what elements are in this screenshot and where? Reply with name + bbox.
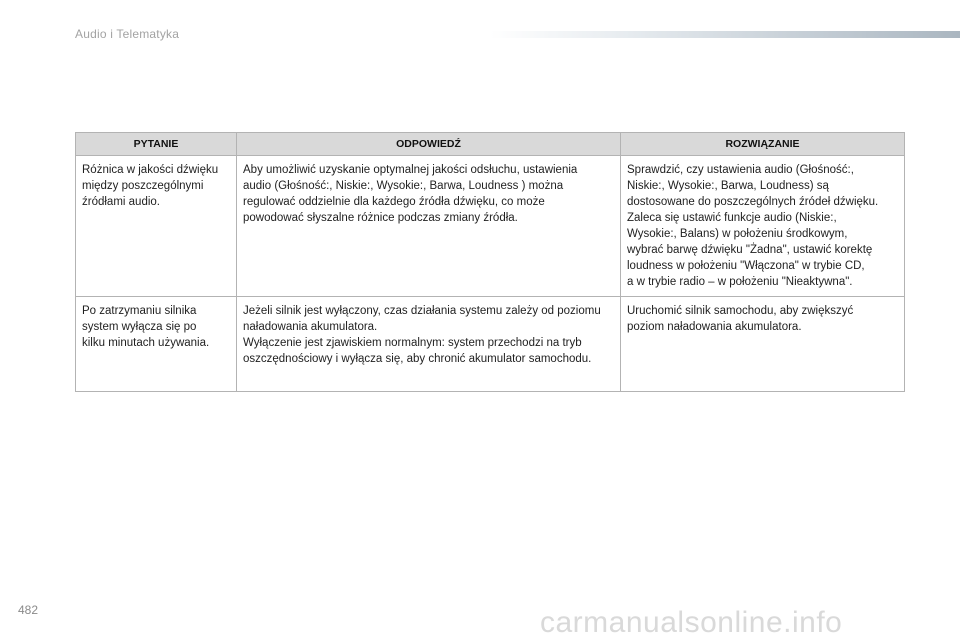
column-header-solution: ROZWIĄZANIE: [621, 133, 905, 156]
column-header-answer: ODPOWIEDŹ: [237, 133, 621, 156]
cell-solution: Uruchomić silnik samochodu, aby zwiększyć poziom naładowania akumulatora.: [621, 297, 905, 392]
cell-question: Różnica w jakości dźwięku między poszczególnymi źródłami audio.: [76, 156, 237, 297]
cell-question: Po zatrzymaniu silnika system wyłącza się po kilku minutach używania.: [76, 297, 237, 392]
cell-solution: Sprawdzić, czy ustawienia audio (Głośność:, Niskie:, Wysokie:, Barwa, Loudness) są dostosowane do poszczególnych źródeł dźwięku. Zaleca się ustawić funkcje audio (Niskie:, Wysokie:, Balans) w położeniu środkowym, wybrać barwę dźwięku "Żadna", ustawić korektę loudness w położeniu "Włączona" w trybie CD, a w trybie radio – w położeniu "Nieaktywna".: [621, 156, 905, 297]
cell-answer: Jeżeli silnik jest wyłączony, czas działania systemu zależy od poziomu naładowania akumulatora. Wyłączenie jest zjawiskiem normalnym: system przechodzi na tryb oszczędnościowy i wyłącza się, aby chronić akumulator samochodu.: [237, 297, 621, 392]
header-gradient-bar: [490, 31, 960, 38]
page-number: 482: [18, 603, 39, 617]
table-header-row: [76, 133, 905, 156]
cell-answer: Aby umożliwić uzyskanie optymalnej jakości odsłuchu, ustawienia audio (Głośność:, Niskie:, Wysokie:, Barwa, Loudness ) można regulować oddzielnie dla każdego źródła dźwięku, co może powodować słyszalne różnice podczas zmiany źródła.: [237, 156, 621, 297]
table-row: [76, 297, 905, 392]
table-row: [76, 156, 905, 297]
column-header-question: PYTANIE: [76, 133, 237, 156]
watermark: carmanualsonline.info: [540, 606, 843, 639]
troubleshooting-table: [75, 132, 905, 392]
section-title: Audio i Telematyka: [75, 27, 180, 41]
